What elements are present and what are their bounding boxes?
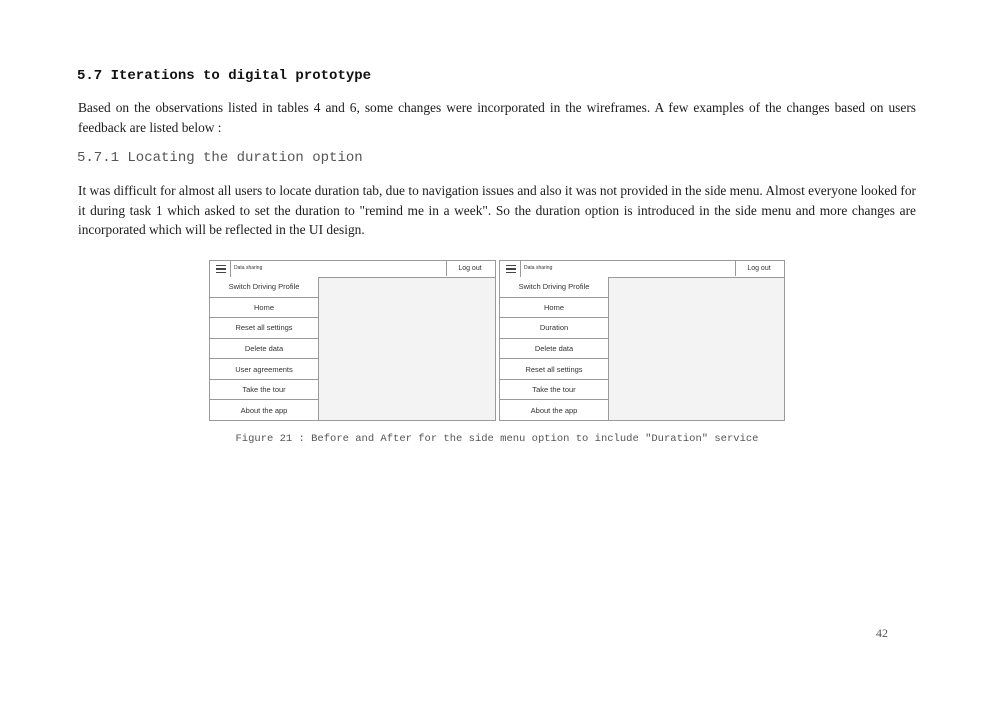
hamburger-menu-icon (506, 265, 516, 273)
app-title: Data sharing (524, 265, 553, 271)
side-menu-item: About the app (240, 405, 288, 415)
side-menu-item: Take the tour (500, 380, 608, 401)
side-menu-item: Delete data (500, 339, 608, 360)
wireframe-after (499, 260, 785, 421)
side-menu-item: Duration (500, 318, 608, 339)
side-menu-item: Reset all settings (210, 318, 318, 339)
wireframe-topbar (500, 261, 784, 278)
side-menu-item: Delete data (210, 339, 318, 360)
side-menu-item: About the app (530, 405, 578, 415)
side-menu-item: Home (210, 298, 318, 319)
side-menu-item: User agreements (210, 359, 318, 380)
wireframe-before (209, 260, 496, 421)
logout-button: Log out (735, 261, 782, 276)
side-menu-item: Switch Driving Profile (210, 277, 318, 298)
hamburger-menu-icon (216, 265, 226, 273)
section-heading: 5.7 Iterations to digital prototype (77, 68, 372, 84)
side-menu (500, 277, 609, 420)
subsection-heading: 5.7.1 Locating the duration option (77, 150, 363, 166)
side-menu-item: Take the tour (210, 380, 318, 401)
figure-caption: Figure 21 : Before and After for the side menu option to include "Duration" service (235, 433, 759, 445)
topbar-divider (230, 261, 231, 277)
side-menu (210, 277, 319, 420)
side-menu-item: Home (500, 298, 608, 319)
side-menu-item: Switch Driving Profile (500, 277, 608, 298)
logout-button: Log out (446, 261, 493, 276)
topbar-divider (520, 261, 521, 277)
intro-paragraph: Based on the observations listed in tables 4 and 6, some changes were incorporated in the wireframes. A few examples of the changes based on users feedback are listed below : (78, 100, 916, 135)
app-title: Data sharing (234, 265, 263, 271)
page-number: 42 (876, 626, 888, 640)
side-menu-item: Reset all settings (500, 359, 608, 380)
subsection-paragraph: It was difficult for almost all users to locate duration tab, due to navigation issues and also it was not provided in the side menu. Almost everyone looked for it during task 1 which asked to set the duration to "remind me in a week". So the duration option is introduced in the side menu and more changes are incorporated which will be reflected in the UI design. (78, 183, 916, 237)
wireframe-topbar (210, 261, 495, 278)
